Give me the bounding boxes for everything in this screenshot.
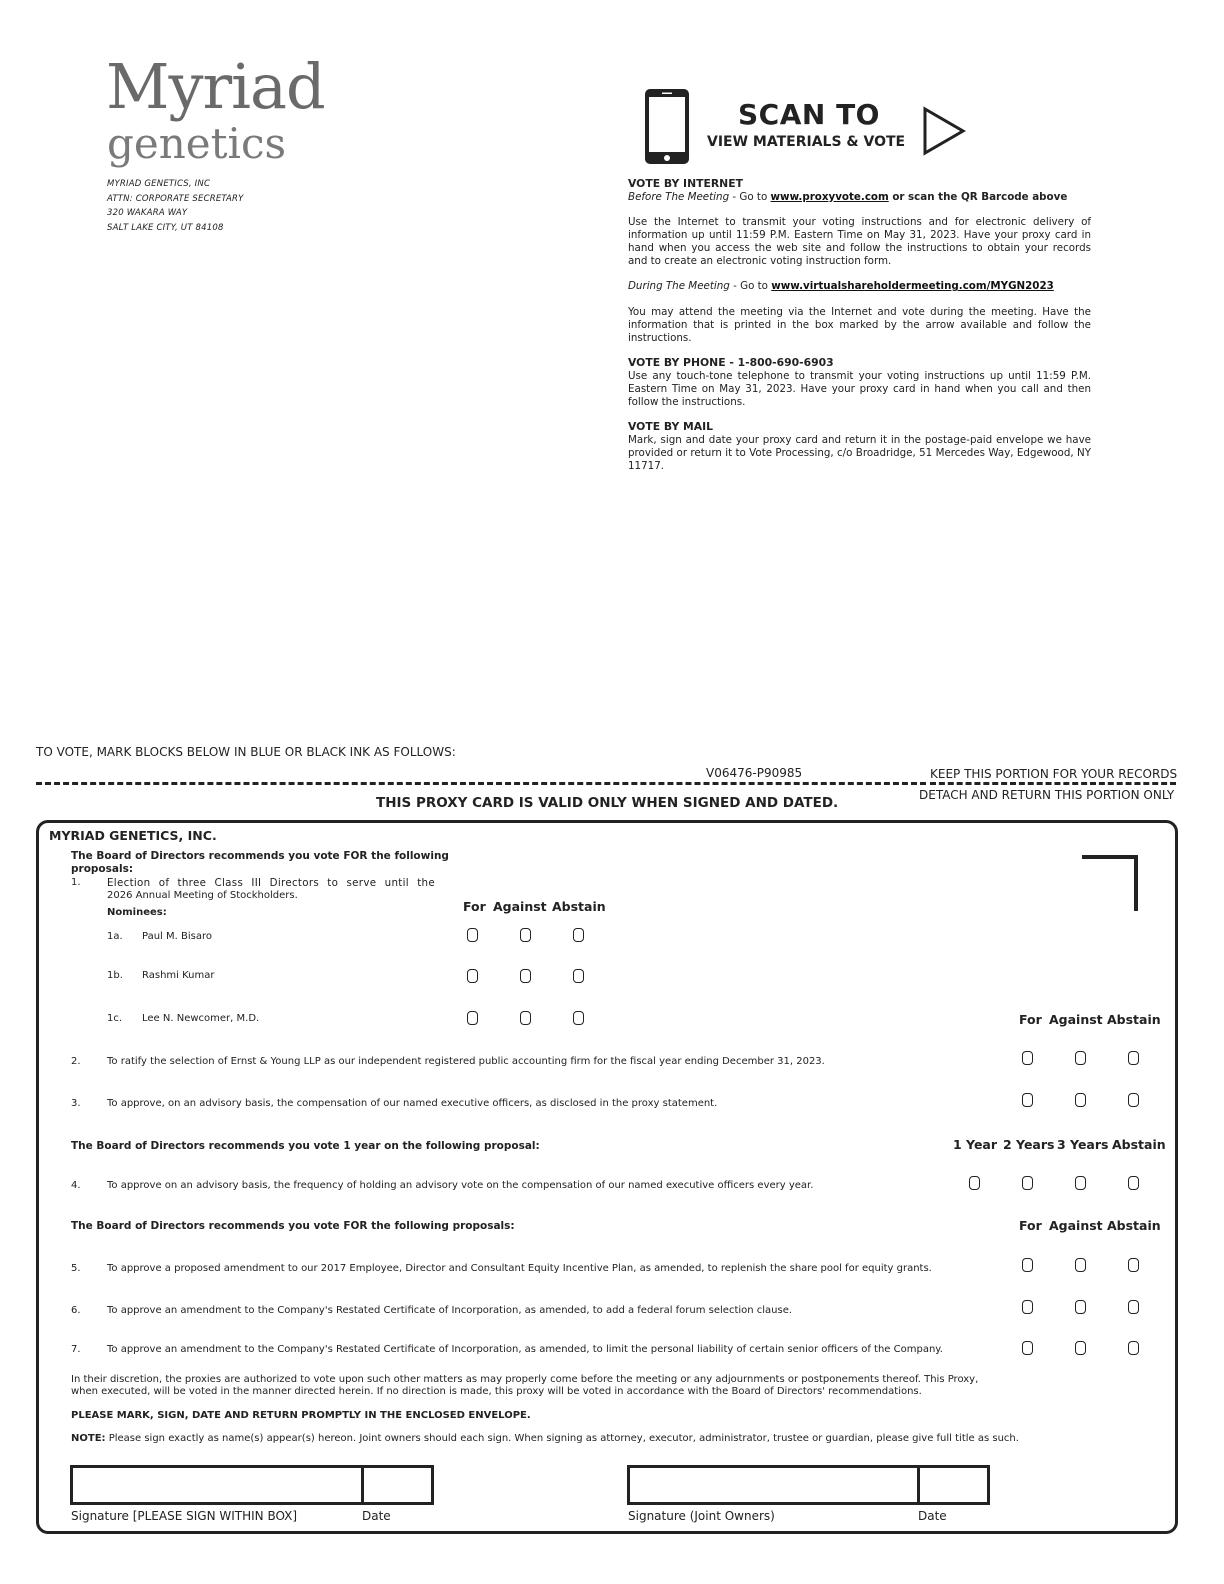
checkbox-5-abstain[interactable] (1128, 1258, 1139, 1272)
checkbox-5-against[interactable] (1075, 1258, 1086, 1272)
discretion-text-cont: when executed, will be voted in the manner directed herein. If no direction is made, this proxy will be voted in accordance with the Board of Directors' recommendations. (71, 1386, 922, 1397)
col-abstain: Abstain (1112, 1137, 1166, 1152)
board-recommendation: The Board of Directors recommends you vote FOR the following (71, 850, 449, 862)
joint-date-label: Date (918, 1509, 947, 1523)
proposal-1-text-cont: 2026 Annual Meeting of Stockholders. (107, 890, 298, 901)
nominee-id: 1c. (107, 1013, 123, 1024)
proposal-7-text: To approve an amendment to the Company's Restated Certificate of Incorporation, as amended, to limit the personal liability of certain senior officers of the Company. (107, 1344, 943, 1355)
date-label: Date (362, 1509, 391, 1523)
proposal-number: 6. (71, 1305, 81, 1316)
proposal-number: 2. (71, 1056, 81, 1067)
proposal-number: 5. (71, 1263, 81, 1274)
checkbox-1a-abstain[interactable] (573, 928, 584, 942)
checkbox-2-for[interactable] (1022, 1051, 1033, 1065)
joint-signature-field[interactable] (627, 1465, 920, 1505)
checkbox-1c-against[interactable] (520, 1011, 531, 1025)
col-for: For (1019, 1218, 1042, 1233)
proposal-1-text: Election of three Class III Directors to serve until the (107, 877, 435, 889)
col-abstain: Abstain (1107, 1012, 1161, 1027)
proposal-number: 3. (71, 1098, 81, 1109)
joint-date-field[interactable] (920, 1465, 990, 1505)
board-recommendation-5-7: The Board of Directors recommends you vote FOR the following proposals: (71, 1220, 515, 1232)
checkbox-7-abstain[interactable] (1128, 1341, 1139, 1355)
play-arrow-icon (922, 106, 966, 156)
return-address (107, 177, 244, 235)
logo-genetics: genetics (107, 119, 287, 168)
proposal-number: 4. (71, 1180, 81, 1191)
smartphone-icon (645, 89, 689, 164)
nominee-name: Paul M. Bisaro (142, 931, 212, 942)
checkbox-2-abstain[interactable] (1128, 1051, 1139, 1065)
nominee-id: 1b. (107, 970, 123, 981)
virtual-meeting-link[interactable]: www.virtualshareholdermeeting.com/MYGN2023 (771, 280, 1054, 293)
voting-instructions (628, 178, 1091, 472)
signing-note: NOTE: Please sign exactly as name(s) appear(s) hereon. Joint owners should each sign. When signing as attorney, executor, administrator, trustee or guardian, please give full title as such. (71, 1433, 1019, 1444)
col-2-years: 2 Years (1003, 1137, 1055, 1152)
scan-title: SCAN TO (738, 98, 880, 131)
proposal-number: 7. (71, 1344, 81, 1355)
col-for: For (463, 899, 486, 914)
checkbox-2-against[interactable] (1075, 1051, 1086, 1065)
checkbox-3-against[interactable] (1075, 1093, 1086, 1107)
keep-portion-label: KEEP THIS PORTION FOR YOUR RECORDS (930, 767, 1178, 781)
logo-myriad: Myriad (106, 50, 325, 123)
control-number: V06476-P90985 (706, 766, 803, 780)
checkbox-1b-abstain[interactable] (573, 969, 584, 983)
checkbox-1b-against[interactable] (520, 969, 531, 983)
date-field[interactable] (364, 1465, 434, 1505)
internet-instructions: Use the Internet to transmit your voting instructions and for electronic delivery of information up until 11:59 P.M. Eastern Time on May 31, 2023. Have your proxy card in hand when you access the web site and follow the instructions to obtain your records and to create an electronic voting instruction form. (628, 216, 1091, 267)
checkbox-7-against[interactable] (1075, 1341, 1086, 1355)
discretion-text: In their discretion, the proxies are authorized to vote upon such other matters as may properly come before the meeting or any adjournments or postponements thereof. This Proxy, (71, 1374, 979, 1385)
joint-signature-label: Signature (Joint Owners) (628, 1509, 775, 1523)
detach-portion-label: DETACH AND RETURN THIS PORTION ONLY (919, 788, 1175, 802)
col-for: For (1019, 1012, 1042, 1027)
detach-line (36, 782, 926, 785)
proposal-2-text: To ratify the selection of Ernst & Young LLP as our independent registered public accounting firm for the fiscal year ending December 31, 2023. (107, 1056, 825, 1067)
checkbox-5-for[interactable] (1022, 1258, 1033, 1272)
checkbox-6-abstain[interactable] (1128, 1300, 1139, 1314)
board-recommendation-frequency: The Board of Directors recommends you vote 1 year on the following proposal: (71, 1140, 540, 1152)
proposal-6-text: To approve an amendment to the Company's Restated Certificate of Incorporation, as amended, to add a federal forum selection clause. (107, 1305, 793, 1316)
signature-field[interactable] (70, 1465, 364, 1505)
during-meeting-instructions: You may attend the meeting via the Internet and vote during the meeting. Have the information that is printed in the box marked by the arrow available and follow the instructions. (628, 305, 1091, 344)
checkbox-1b-for[interactable] (467, 969, 478, 983)
checkbox-7-for[interactable] (1022, 1341, 1033, 1355)
col-against: Against (1049, 1218, 1103, 1233)
proxyvote-link[interactable]: www.proxyvote.com (770, 190, 889, 203)
checkbox-1c-abstain[interactable] (573, 1011, 584, 1025)
col-abstain: Abstain (552, 899, 606, 914)
address-line: ATTN: CORPORATE SECRETARY (107, 193, 244, 204)
checkbox-3-abstain[interactable] (1128, 1093, 1139, 1107)
checkbox-4-3-years[interactable] (1075, 1176, 1086, 1190)
address-line: 320 WAKARA WAY (107, 208, 188, 219)
address-line: MYRIAD GENETICS, INC (107, 179, 211, 189)
nominee-id: 1a. (107, 931, 123, 942)
proxy-card (36, 820, 1178, 1534)
vote-mail-text: Mark, sign and date your proxy card and return it in the postage-paid envelope we have provided or return it to Vote Processing, c/o Broadridge, 51 Mercedes Way, Edgewood, NY 11717. (628, 433, 1091, 472)
proposal-3-text: To approve, on an advisory basis, the compensation of our named executive officers, as disclosed in the proxy statement. (107, 1098, 718, 1109)
col-against: Against (1049, 1012, 1103, 1027)
checkbox-3-for[interactable] (1022, 1093, 1033, 1107)
checkbox-6-for[interactable] (1022, 1300, 1033, 1314)
checkbox-4-abstain[interactable] (1128, 1176, 1139, 1190)
board-recommendation-cont: proposals: (71, 863, 134, 875)
proposal-number: 1. (71, 877, 81, 888)
nominee-name: Rashmi Kumar (142, 970, 215, 981)
nominees-label: Nominees: (107, 907, 167, 918)
col-3-years: 3 Years (1057, 1137, 1109, 1152)
company-name: MYRIAD GENETICS, INC. (49, 828, 217, 843)
during-meeting-line: During The Meeting - Go to www.virtualshareholdermeeting.com/MYGN2023 (628, 280, 1054, 293)
col-against: Against (493, 899, 547, 914)
vote-internet-heading: VOTE BY INTERNET (628, 177, 743, 190)
checkbox-4-1-year[interactable] (969, 1176, 980, 1190)
col-1-year: 1 Year (953, 1137, 998, 1152)
col-abstain: Abstain (1107, 1218, 1161, 1233)
vote-phone-text: Use any touch-tone telephone to transmit your voting instructions up until 11:59 P.M. Eastern Time on May 31, 2023. Have your proxy card in hand when you call and then follow the instructions. (628, 369, 1091, 408)
before-meeting-line: Before The Meeting - Go to www.proxyvote.com or scan the QR Barcode above (628, 190, 1068, 203)
corner-mark (1082, 855, 1138, 911)
checkbox-1c-for[interactable] (467, 1011, 478, 1025)
marking-instructions: TO VOTE, MARK BLOCKS BELOW IN BLUE OR BLACK INK AS FOLLOWS: (36, 745, 456, 759)
vote-mail-heading: VOTE BY MAIL (628, 420, 714, 434)
scan-subtitle: VIEW MATERIALS & VOTE (707, 134, 906, 150)
detach-line (930, 782, 1176, 785)
please-mark-notice: PLEASE MARK, SIGN, DATE AND RETURN PROMPTLY IN THE ENCLOSED ENVELOPE. (71, 1410, 531, 1421)
vote-phone-heading: VOTE BY PHONE - 1-800-690-6903 (628, 356, 834, 370)
proposal-4-text: To approve on an advisory basis, the frequency of holding an advisory vote on the compensation of our named executive officers every year. (107, 1180, 814, 1191)
checkbox-1a-against[interactable] (520, 928, 531, 942)
checkbox-6-against[interactable] (1075, 1300, 1086, 1314)
nominee-name: Lee N. Newcomer, M.D. (142, 1013, 260, 1024)
proposal-5-text: To approve a proposed amendment to our 2017 Employee, Director and Consultant Equity Incentive Plan, as amended, to replenish the share pool for equity grants. (107, 1263, 932, 1274)
address-line: SALT LAKE CITY, UT 84108 (107, 222, 224, 233)
valid-notice: THIS PROXY CARD IS VALID ONLY WHEN SIGNED AND DATED. (376, 795, 839, 811)
checkbox-4-2-years[interactable] (1022, 1176, 1033, 1190)
checkbox-1a-for[interactable] (467, 928, 478, 942)
signature-label: Signature [PLEASE SIGN WITHIN BOX] (71, 1509, 298, 1523)
